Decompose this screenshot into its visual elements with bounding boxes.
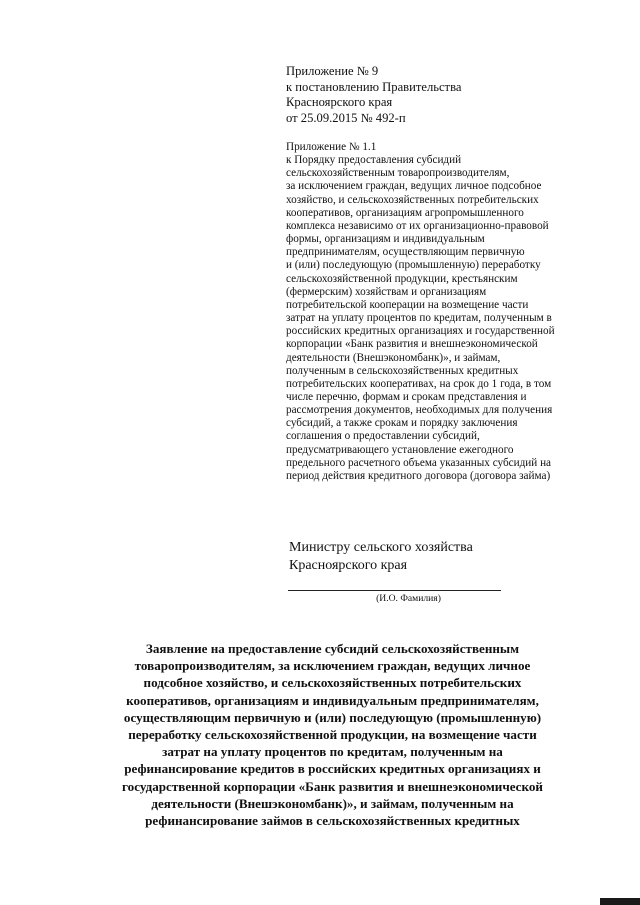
appendix-1-1-line: за исключением граждан, ведущих личное подсобное bbox=[286, 180, 542, 193]
appendix-1-1-line: корпорации «Банк развития и внешнеэкономической bbox=[286, 338, 538, 351]
appendix-9-header bbox=[286, 64, 606, 126]
appendix-1-1-line: российских кредитных организациях и государственной bbox=[286, 325, 555, 338]
appendix-1-1-line: соглашения о предоставлении субсидий, bbox=[286, 430, 480, 443]
application-title bbox=[60, 640, 605, 829]
appendix-1-1-line: (фермерским) хозяйствам и организациям bbox=[286, 285, 487, 298]
appendix-1-1-line: хозяйство, и сельскохозяйственных потребительских bbox=[286, 193, 539, 206]
appendix-1-1-line: сельскохозяйственной продукции, крестьянским bbox=[286, 272, 518, 285]
appendix-1-1-line: полученным в сельскохозяйственных кредитных bbox=[286, 364, 519, 377]
appendix-1-1-line: затрат на уплату процентов по кредитам, полученным в bbox=[286, 312, 552, 325]
appendix-1-1-line: рассмотрения документов, необходимых для получения bbox=[286, 404, 553, 417]
application-title-line: кооперативов, организациям и индивидуальным предпринимателям, bbox=[126, 692, 539, 708]
appendix-1-1-line: предельного расчетного объема указанных субсидий на bbox=[286, 456, 552, 469]
application-title-line: рефинансирование кредитов в российских кредитных организациях и bbox=[124, 761, 541, 777]
addressee-block bbox=[289, 539, 589, 575]
appendix-1-1-line: Приложение № 1.1 bbox=[286, 141, 377, 153]
application-title-line: Заявление на предоставление субсидий сельскохозяйственным bbox=[145, 641, 520, 656]
appendix-9-line: к постановлению Правительства bbox=[286, 79, 462, 94]
appendix-9-line: Приложение № 9 bbox=[286, 64, 379, 78]
addressee-line: Красноярского края bbox=[289, 558, 408, 573]
addressee-line: Министру сельского хозяйства bbox=[289, 540, 473, 555]
appendix-9-line: от 25.09.2015 № 492-п bbox=[286, 110, 406, 125]
appendix-1-1-line: и (или) последующую (промышленную) переработку bbox=[286, 259, 541, 272]
appendix-1-1-line: период действия кредитного договора (договора займа) bbox=[286, 469, 551, 482]
application-title-line: деятельности (Внешэкономбанк)», и займам, полученным на bbox=[151, 795, 514, 811]
appendix-1-1-line: предпринимателям, осуществляющим первичную bbox=[286, 246, 525, 259]
application-title-line: осуществляющим первичную и (или) последующую (промышленную) bbox=[123, 709, 542, 725]
appendix-1-1-line: субсидий, а также срокам и порядку заключения bbox=[286, 417, 518, 430]
signature-caption: (И.О. Фамилия) bbox=[376, 593, 441, 604]
application-title-line: рефинансирование займов в сельскохозяйственных кредитных bbox=[145, 813, 520, 829]
application-title-line: государственной корпорации «Банк развития и внешнеэкономической bbox=[122, 778, 543, 794]
scan-edge-mark bbox=[600, 898, 640, 905]
application-title-line: затрат на уплату процентов по кредитам, полученным на bbox=[162, 744, 503, 760]
appendix-1-1-line: к Порядку предоставления субсидий bbox=[286, 154, 462, 167]
appendix-1-1-line: числе перечню, формам и срокам представления и bbox=[286, 390, 527, 403]
appendix-1-1-line: сельскохозяйственным товаропроизводителям, bbox=[286, 167, 510, 180]
appendix-1-1-line: деятельности (Внешэкономбанк)», и займам, bbox=[286, 351, 501, 364]
appendix-1-1-line: формы, организациям и индивидуальным bbox=[286, 233, 485, 246]
appendix-1-1-line: кооперативов, организациям агропромышленного bbox=[286, 206, 524, 219]
appendix-1-1-line: предусматривающего установление ежегодного bbox=[286, 443, 514, 456]
appendix-1-1-line: комплекса независимо от их организационно-правовой bbox=[286, 219, 549, 232]
appendix-1-1-header bbox=[286, 141, 608, 483]
appendix-9-line: Красноярского края bbox=[286, 95, 393, 110]
application-title-line: переработку сельскохозяйственной продукции, на возмещение части bbox=[128, 727, 537, 743]
signature-line bbox=[288, 590, 501, 591]
appendix-1-1-line: потребительской кооперации на возмещение части bbox=[286, 298, 529, 311]
application-title-line: товаропроизводителям, за исключением граждан, ведущих личное bbox=[134, 658, 531, 674]
application-title-line: подсобное хозяйство, и сельскохозяйственных потребительских bbox=[143, 675, 522, 691]
appendix-1-1-line: потребительских кооперативах, на срок до 1 года, в том bbox=[286, 377, 552, 390]
